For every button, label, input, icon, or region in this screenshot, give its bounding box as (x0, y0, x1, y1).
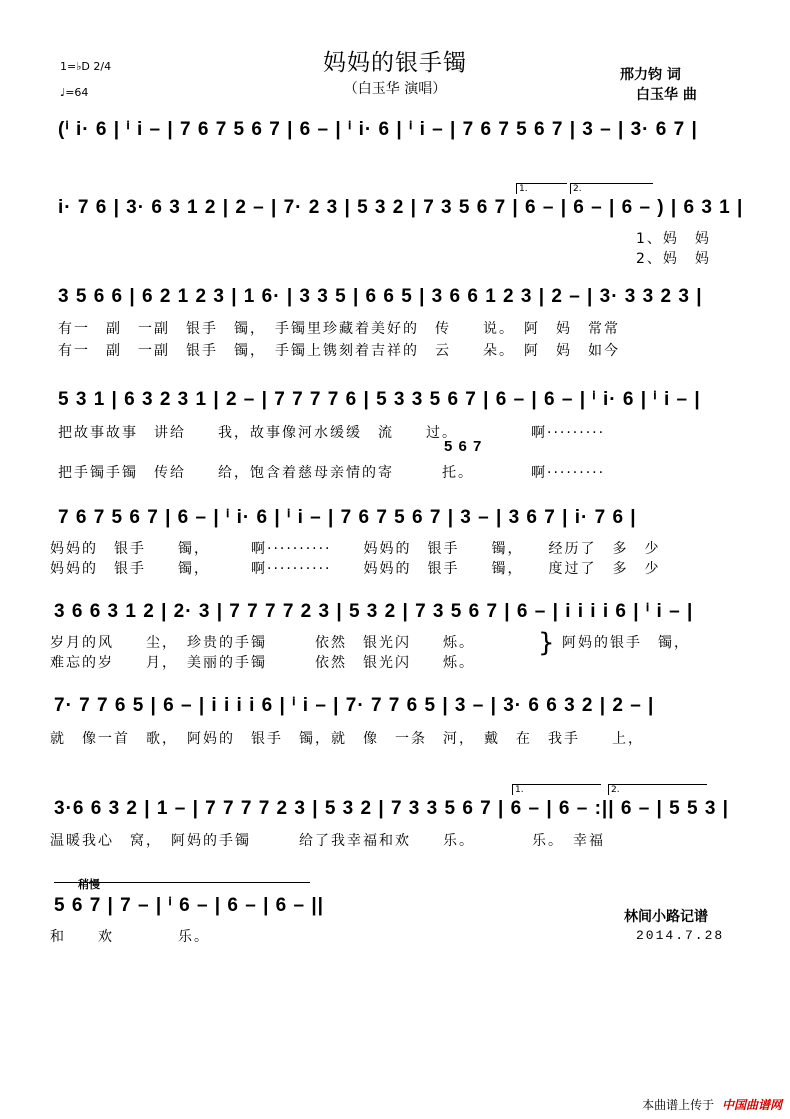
volta-first-ending: 1. (516, 183, 567, 194)
lyric-line: 温暖我心 窝， 阿妈的手镯 给了我幸福和欢 乐。 乐。 幸福 (50, 833, 605, 849)
score-system-7: 7· 7 7 6 5 | 6 – | i i i i 6 | ⁱ i – | 7· 7 7 6 5 | 3 – | 3· 6 6 3 2 | 2 – | (54, 695, 655, 716)
score-system-8: 3·6 6 3 2 | 1 – | 7 7 7 7 2 3 | 5 3 2 | 7 3 3 5 6 7 | 6 – | 6 – :|| 6 – | 5 5 3 | (54, 798, 729, 819)
volta-second-ending: 2. (570, 183, 653, 194)
lyric-line: 岁月的风 尘， 珍贵的手镯 依然 银光闪 烁。 (50, 635, 475, 651)
footer-text: 本曲谱上传于 (642, 1098, 715, 1112)
site-footer (642, 1096, 782, 1113)
lyric-line: 妈妈的 银手 镯， 啊·········· 妈妈的 银手 镯， 经历了 多 少 (50, 541, 661, 557)
chorus-lyric: 阿妈的银手 镯， (562, 635, 690, 651)
alternate-notes: 5 6 7 (444, 438, 483, 455)
transcription-date: 2014.7.28 (636, 928, 725, 943)
lyric-line: 就 像一首 歌， 阿妈的 银手 镯，就 像 一条 河， 戴 在 我手 上， (50, 731, 644, 747)
score-system-4: 5 3 1 | 6 3 2 3 1 | 2 – | 7 7 7 7 6 | 5 3 3 5 6 7 | 6 – | 6 – | ⁱ i· 6 | ⁱ i – | (58, 389, 701, 410)
score-system-6: 3 6 6 3 1 2 | 2· 3 | 7 7 7 7 2 3 | 5 3 2 | 7 3 5 6 7 | 6 – | i i i i 6 | ⁱ i – | (54, 601, 694, 622)
lyricist-credit: 邢力钧 词 (620, 67, 681, 83)
score-system-9: 5 6 7 | 7 – | ⁱ 6 – | 6 – | 6 – || (54, 895, 324, 916)
lyric-line: 难忘的岁 月， 美丽的手镯 依然 银光闪 烁。 (50, 655, 475, 671)
transcriber-credit: 林间小路记谱 (624, 909, 708, 925)
tempo-change-line (54, 882, 310, 883)
tempo-change-marking: 稍慢 (78, 878, 100, 891)
lyric-line: 和 欢 乐。 (50, 929, 210, 945)
lyric-line: 把手镯手镯 传给 给，饱含着慈母亲情的寄 托。 啊········· (58, 465, 606, 481)
score-system-5: 7 6 7 5 6 7 | 6 – | ⁱ i· 6 | ⁱ i – | 7 6 7 5 6 7 | 3 – | 3 6 7 | i· 7 6 | (58, 507, 637, 528)
lyric-line: 妈妈的 银手 镯， 啊·········· 妈妈的 银手 镯， 度过了 多 少 (50, 561, 661, 577)
composer-credit: 白玉华 曲 (636, 87, 697, 103)
lyric-brace: } (538, 628, 555, 658)
key-signature: 1=♭D 2/4 (60, 60, 112, 73)
score-system-2: i· 7 6 | 3· 6 3 1 2 | 2 – | 7· 2 3 | 5 3 2 | 7 3 5 6 7 | 6 – | 6 – | 6 – ) | 6 3 1 | (58, 197, 744, 218)
song-title: 妈妈的银手镯 (323, 50, 467, 76)
lyric-line: 有一 副 一副 银手 镯， 手镯上镌刻着吉祥的 云 朵。 阿 妈 如今 (58, 343, 620, 359)
tempo-marking: ♩=64 (60, 86, 89, 99)
lyric-line: 1、妈 妈 (636, 231, 711, 247)
volta-second-ending: 2. (608, 784, 707, 795)
lyric-line: 2、妈 妈 (636, 251, 711, 267)
song-subtitle: （白玉华 演唱） (343, 81, 447, 97)
score-system-1: (ⁱ i· 6 | ⁱ i – | 7 6 7 5 6 7 | 6 – | ⁱ i· 6 | ⁱ i – | 7 6 7 5 6 7 | 3 – | 3· 6 7 | (58, 119, 698, 140)
site-logo[interactable]: 中国曲谱网 (721, 1098, 782, 1112)
score-system-3: 3 5 6 6 | 6 2 1 2 3 | 1 6· | 3 3 5 | 6 6 5 | 3 6 6 1 2 3 | 2 – | 3· 3 3 2 3 | (58, 286, 703, 307)
lyric-line: 有一 副 一副 银手 镯， 手镯里珍藏着美好的 传 说。 阿 妈 常常 (58, 321, 620, 337)
volta-first-ending: 1. (512, 784, 601, 795)
lyric-line: 把故事故事 讲给 我，故事像河水缓缓 流 过。 啊········· (58, 425, 606, 441)
